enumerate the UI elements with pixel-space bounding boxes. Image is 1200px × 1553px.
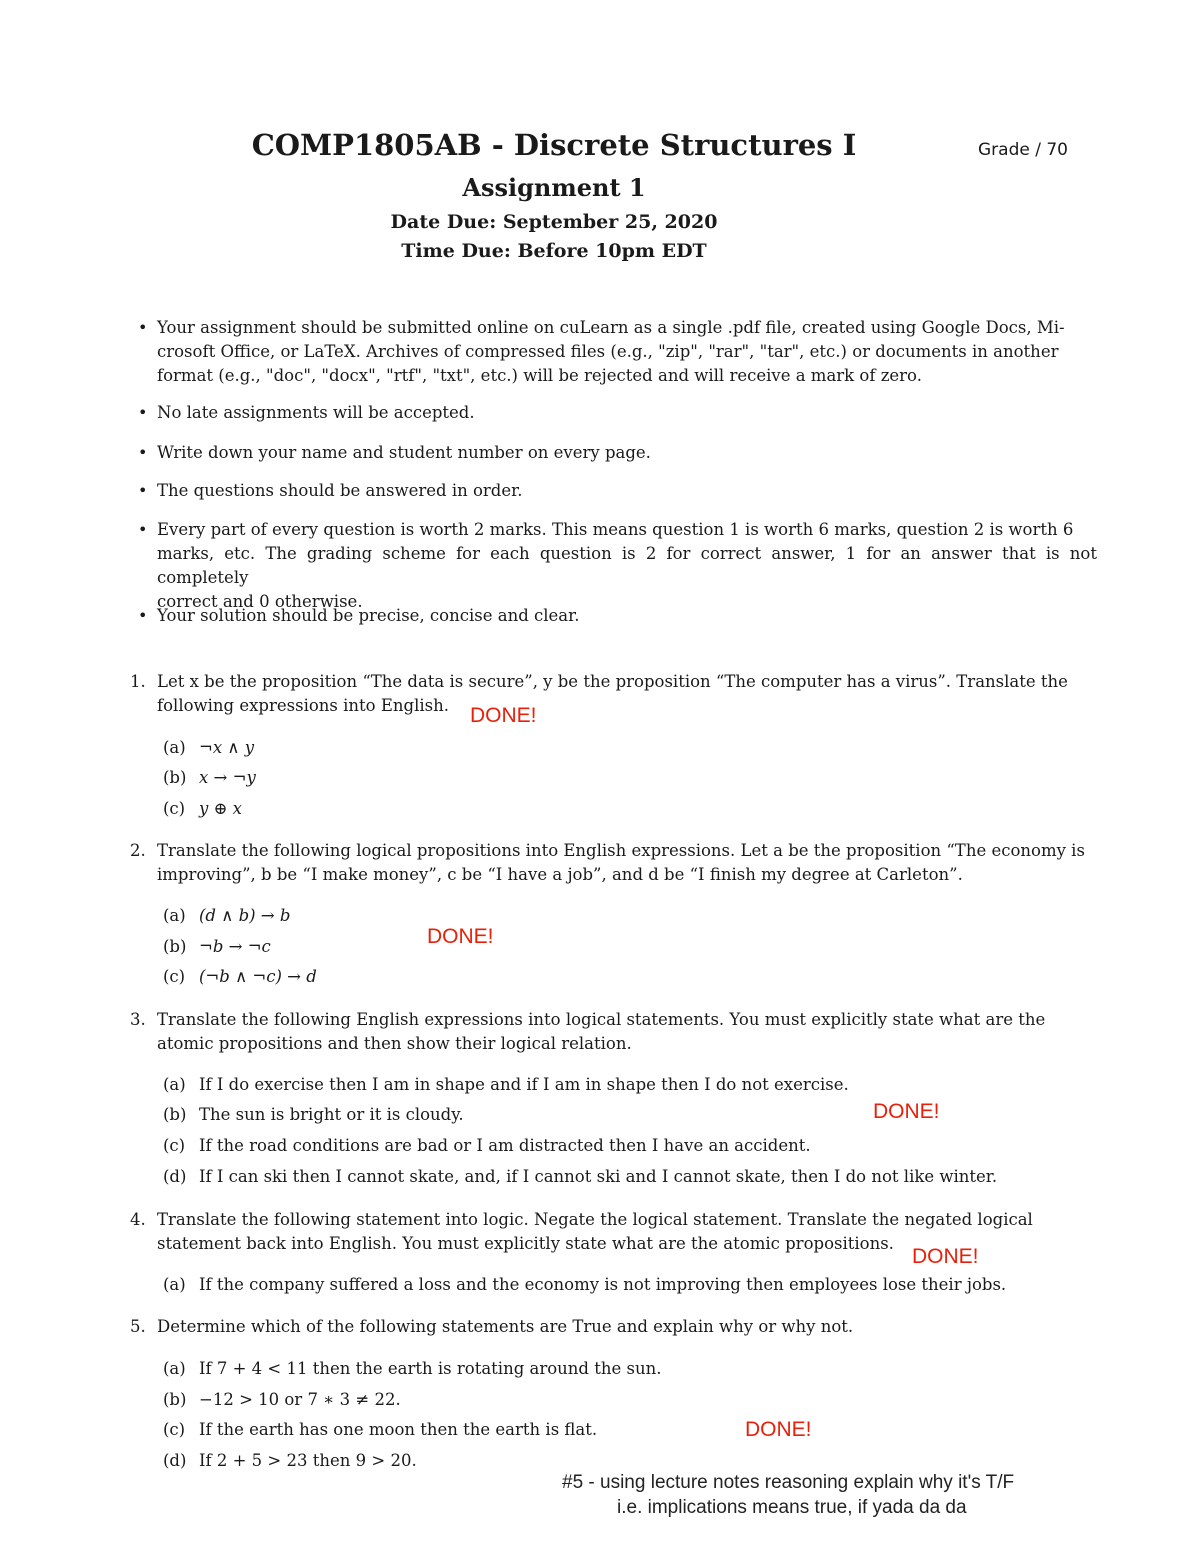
part-text: (d ∧ b) → b (199, 906, 291, 925)
question-line: following expressions into English. (157, 696, 449, 715)
instruction-line: Every part of every question is worth 2 marks. This means question 1 is worth 6 marks, question 2 is worth 6 (157, 520, 1074, 539)
part-label: (c) (163, 967, 186, 986)
instruction-item: The questions should be answered in order. (157, 481, 523, 500)
question-text (157, 670, 1097, 718)
question-line: statement back into English. You must explicitly state what are the atomic propositions. (157, 1234, 894, 1253)
question-number: 2. (130, 841, 146, 860)
bullet-icon: • (138, 481, 148, 500)
part-text: y ⊕ x (199, 799, 242, 818)
part-text: If the earth has one moon then the earth is flat. (199, 1420, 598, 1439)
part-text: If I do exercise then I am in shape and if I am in shape then I do not exercise. (199, 1075, 849, 1094)
note-line-2: i.e. implications means true, if yada da da (617, 1497, 967, 1518)
part-label: (c) (163, 1136, 186, 1155)
part-label: (d) (163, 1167, 187, 1186)
instruction-line: correct and 0 otherwise. (157, 592, 363, 611)
bullet-icon: • (138, 443, 148, 462)
part-label: (a) (163, 1275, 186, 1294)
instruction-item: Your solution should be precise, concise and clear. (157, 606, 580, 625)
part-text: If the road conditions are bad or I am distracted then I have an accident. (199, 1136, 811, 1155)
question-number: 1. (130, 672, 146, 691)
part-label: (a) (163, 1075, 186, 1094)
question-line: Let x be the proposition “The data is secure”, y be the proposition “The computer has a virus”. Translate the (157, 672, 1068, 691)
question-line: Translate the following statement into logic. Negate the logical statement. Translate the negated logical (157, 1210, 1033, 1229)
question-line: Translate the following English expressions into logical statements. You must explicitly state what are the (157, 1010, 1046, 1029)
document-title: COMP1805AB - Discrete Structures I (251, 128, 857, 162)
question-number: 4. (130, 1210, 146, 1229)
part-text: If 7 + 4 < 11 then the earth is rotating around the sun. (199, 1359, 662, 1378)
part-label: (c) (163, 1420, 186, 1439)
instruction-line: crosoft Office, or LaTeX. Archives of compressed files (e.g., "zip", "rar", "tar", etc.) or documents in another (157, 342, 1059, 361)
bullet-icon: • (138, 606, 148, 625)
instruction-line: Your assignment should be submitted online on cuLearn as a single .pdf file, created using Google Docs, Mi- (157, 318, 1065, 337)
done-annotation-q4: DONE! (912, 1245, 979, 1268)
part-label: (a) (163, 738, 186, 757)
question-text: Determine which of the following statements are True and explain why or why not. (157, 1317, 854, 1336)
part-label: (b) (163, 1105, 187, 1124)
part-text: x → ¬y (199, 768, 256, 787)
date-due: Date Due: September 25, 2020 (390, 211, 718, 233)
part-text: −12 > 10 or 7 ∗ 3 ≠ 22. (199, 1390, 401, 1409)
assignment-subtitle: Assignment 1 (462, 173, 646, 202)
part-text: If the company suffered a loss and the economy is not improving then employees lose their jobs. (199, 1275, 1007, 1294)
question-number: 3. (130, 1010, 146, 1029)
part-text: If 2 + 5 > 23 then 9 > 20. (199, 1451, 417, 1470)
question-number: 5. (130, 1317, 146, 1336)
part-text: The sun is bright or it is cloudy. (199, 1105, 464, 1124)
question-line: atomic propositions and then show their logical relation. (157, 1034, 632, 1053)
done-annotation-q3: DONE! (873, 1100, 940, 1123)
part-text: If I can ski then I cannot skate, and, if I cannot ski and I cannot skate, then I do not like winter. (199, 1167, 998, 1186)
part-label: (d) (163, 1451, 187, 1470)
part-text: (¬b ∧ ¬c) → d (199, 967, 317, 986)
part-label: (b) (163, 937, 187, 956)
done-annotation-q2: DONE! (427, 925, 494, 948)
time-due: Time Due: Before 10pm EDT (401, 240, 707, 262)
note-line-1: #5 - using lecture notes reasoning explain why it's T/F (562, 1472, 1015, 1493)
bullet-icon: • (138, 403, 148, 422)
part-label: (b) (163, 1390, 187, 1409)
part-text: ¬b → ¬c (199, 937, 271, 956)
instruction-item: No late assignments will be accepted. (157, 403, 475, 422)
bullet-icon: • (138, 520, 148, 539)
done-annotation-q1: DONE! (470, 704, 537, 727)
question-text (157, 839, 1097, 887)
instruction-item (157, 518, 1097, 614)
part-label: (c) (163, 799, 186, 818)
question-line: Translate the following logical propositions into English expressions. Let a be the proposition “The economy is (157, 841, 1085, 860)
instruction-line: format (e.g., "doc", "docx", "rtf", "txt", etc.) will be rejected and will receive a mark of zero. (157, 366, 922, 385)
question-text (157, 1008, 1097, 1056)
part-label: (b) (163, 768, 187, 787)
done-annotation-q5: DONE! (745, 1418, 812, 1441)
instruction-line: marks, etc. The grading scheme for each question is 2 for correct answer, 1 for an answer that is not completely (157, 544, 1097, 587)
grade-label: Grade / 70 (978, 140, 1068, 160)
part-label: (a) (163, 906, 186, 925)
bullet-icon: • (138, 318, 148, 337)
instruction-item: Write down your name and student number on every page. (157, 443, 651, 462)
question-line: improving”, b be “I make money”, c be “I have a job”, and d be “I finish my degree at Carleton”. (157, 865, 963, 884)
instruction-item (157, 316, 1097, 388)
part-label: (a) (163, 1359, 186, 1378)
part-text: ¬x ∧ y (199, 738, 255, 757)
